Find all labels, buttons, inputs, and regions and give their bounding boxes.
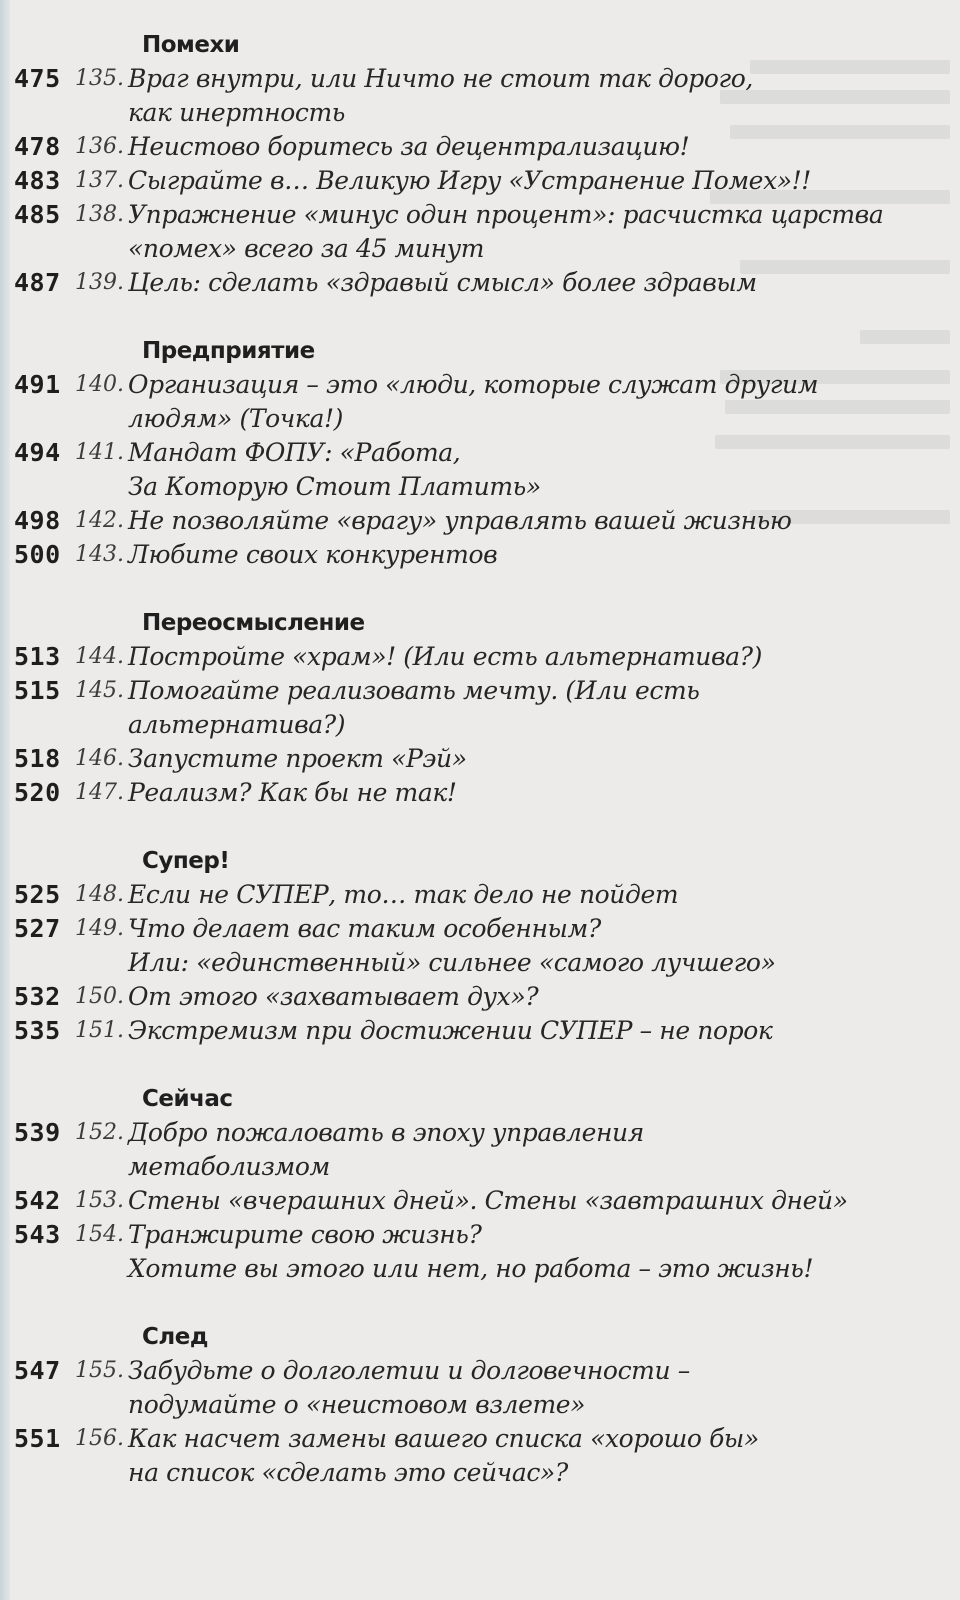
chapter-number: 146. bbox=[75, 746, 124, 771]
page-number: 515 bbox=[14, 676, 61, 705]
chapter-title bbox=[128, 742, 914, 776]
page-number: 498 bbox=[14, 506, 61, 535]
page-number: 525 bbox=[14, 880, 61, 909]
chapter-title-line: Хотите вы этого или нет, но работа – это жизнь! bbox=[128, 1254, 814, 1283]
chapter-title-line: Как насчет замены вашего списка «хорошо бы» bbox=[128, 1424, 759, 1453]
toc-entry bbox=[14, 368, 914, 436]
chapter-number: 140. bbox=[75, 372, 124, 397]
toc-entry bbox=[14, 62, 914, 130]
page-number: 478 bbox=[14, 132, 61, 161]
chapter-title bbox=[128, 1354, 914, 1422]
chapter-number: 155. bbox=[75, 1358, 124, 1383]
page-number: 485 bbox=[14, 200, 61, 229]
chapter-title-line: Помогайте реализовать мечту. (Или есть bbox=[128, 676, 700, 705]
chapter-title-line: Запустите проект «Рэй» bbox=[128, 744, 467, 773]
chapter-title bbox=[128, 878, 914, 912]
chapter-number: 139. bbox=[75, 270, 124, 295]
chapter-number: 136. bbox=[75, 134, 124, 159]
section-title: Предприятие bbox=[142, 338, 315, 364]
toc-section bbox=[14, 334, 914, 572]
chapter-number: 147. bbox=[75, 780, 124, 805]
chapter-title-line: подумайте о «неистовом взлете» bbox=[128, 1390, 586, 1419]
toc-entry bbox=[14, 1354, 914, 1422]
chapter-title-line: Неистово боритесь за децентрализацию! bbox=[128, 132, 690, 161]
chapter-title bbox=[128, 912, 914, 980]
toc-entry bbox=[14, 980, 914, 1014]
toc-entry bbox=[14, 878, 914, 912]
toc-entry bbox=[14, 198, 914, 266]
toc-entry bbox=[14, 1218, 914, 1286]
chapter-number: 148. bbox=[75, 882, 124, 907]
page-number: 547 bbox=[14, 1356, 61, 1385]
chapter-title-line: Враг внутри, или Ничто не стоит так дорого, bbox=[128, 64, 753, 93]
chapter-title bbox=[128, 1218, 914, 1286]
page-number: 500 bbox=[14, 540, 61, 569]
toc-entry bbox=[14, 130, 914, 164]
page-number: 539 bbox=[14, 1118, 61, 1147]
toc-entry bbox=[14, 538, 914, 572]
chapter-title bbox=[128, 640, 914, 674]
page-number: 483 bbox=[14, 166, 61, 195]
chapter-title-line: людям» (Точка!) bbox=[128, 404, 343, 433]
page-edge bbox=[0, 0, 10, 1600]
chapter-title bbox=[128, 538, 914, 572]
toc-section bbox=[14, 1082, 914, 1286]
page-number: 475 bbox=[14, 64, 61, 93]
chapter-title bbox=[128, 266, 914, 300]
section-title: Переосмысление bbox=[142, 610, 365, 636]
page-number: 542 bbox=[14, 1186, 61, 1215]
section-title: Помехи bbox=[142, 32, 240, 58]
page-number: 520 bbox=[14, 778, 61, 807]
chapter-title-line: Цель: сделать «здравый смысл» более здравым bbox=[128, 268, 757, 297]
page-number: 518 bbox=[14, 744, 61, 773]
toc-entry bbox=[14, 1014, 914, 1048]
chapter-number: 142. bbox=[75, 508, 124, 533]
chapter-number: 150. bbox=[75, 984, 124, 1009]
chapter-title bbox=[128, 130, 914, 164]
chapter-number: 149. bbox=[75, 916, 124, 941]
chapter-title bbox=[128, 1116, 914, 1184]
toc-section bbox=[14, 606, 914, 810]
chapter-number: 144. bbox=[75, 644, 124, 669]
page-number: 535 bbox=[14, 1016, 61, 1045]
page-number: 527 bbox=[14, 914, 61, 943]
chapter-title bbox=[128, 1184, 914, 1218]
toc-entry bbox=[14, 776, 914, 810]
chapter-title-line: Не позволяйте «врагу» управлять вашей жизнью bbox=[128, 506, 792, 535]
chapter-number: 141. bbox=[75, 440, 124, 465]
chapter-number: 153. bbox=[75, 1188, 124, 1213]
chapter-number: 156. bbox=[75, 1426, 124, 1451]
chapter-number: 154. bbox=[75, 1222, 124, 1247]
chapter-title-line: Транжирите свою жизнь? bbox=[128, 1220, 482, 1249]
chapter-title-line: Забудьте о долголетии и долговечности – bbox=[128, 1356, 690, 1385]
section-title: Супер! bbox=[142, 848, 230, 874]
chapter-title-line: Организация – это «люди, которые служат другим bbox=[128, 370, 819, 399]
chapter-title bbox=[128, 674, 914, 742]
chapter-title-line: Или: «единственный» сильнее «самого лучшего» bbox=[128, 948, 776, 977]
chapter-title-line: на список «сделать это сейчас»? bbox=[128, 1458, 568, 1487]
toc-entry bbox=[14, 1116, 914, 1184]
chapter-title-line: Сыграйте в… Великую Игру «Устранение Помех»!! bbox=[128, 166, 811, 195]
chapter-title-line: метаболизмом bbox=[128, 1152, 330, 1181]
toc-entry bbox=[14, 742, 914, 776]
chapter-number: 145. bbox=[75, 678, 124, 703]
toc-entry bbox=[14, 674, 914, 742]
section-title: Сейчас bbox=[142, 1086, 233, 1112]
toc-section bbox=[14, 1320, 914, 1490]
chapter-title-line: «помех» всего за 45 минут bbox=[128, 234, 485, 263]
chapter-title bbox=[128, 1422, 914, 1490]
chapter-number: 151. bbox=[75, 1018, 124, 1043]
chapter-title bbox=[128, 1014, 914, 1048]
chapter-title-line: От этого «захватывает дух»? bbox=[128, 982, 539, 1011]
chapter-title-line: Любите своих конкурентов bbox=[128, 540, 498, 569]
chapter-title bbox=[128, 776, 914, 810]
page-number: 551 bbox=[14, 1424, 61, 1453]
chapter-title bbox=[128, 504, 914, 538]
chapter-title-line: За Которую Стоит Платить» bbox=[128, 472, 541, 501]
chapter-title-line: Экстремизм при достижении СУПЕР – не порок bbox=[128, 1016, 773, 1045]
chapter-title bbox=[128, 164, 914, 198]
chapter-title-line: Что делает вас таким особенным? bbox=[128, 914, 601, 943]
chapter-title bbox=[128, 368, 914, 436]
chapter-title-line: как инертность bbox=[128, 98, 346, 127]
page-number: 513 bbox=[14, 642, 61, 671]
chapter-title-line: Постройте «храм»! (Или есть альтернатива?) bbox=[128, 642, 762, 671]
toc-entry bbox=[14, 504, 914, 538]
toc-section bbox=[14, 844, 914, 1048]
chapter-title bbox=[128, 436, 914, 504]
chapter-number: 143. bbox=[75, 542, 124, 567]
toc-entry bbox=[14, 640, 914, 674]
chapter-title bbox=[128, 980, 914, 1014]
chapter-number: 137. bbox=[75, 168, 124, 193]
toc-entry bbox=[14, 164, 914, 198]
page-number: 491 bbox=[14, 370, 61, 399]
toc-entry bbox=[14, 1422, 914, 1490]
section-title: След bbox=[142, 1324, 208, 1350]
page-number: 487 bbox=[14, 268, 61, 297]
chapter-title bbox=[128, 62, 914, 130]
chapter-title-line: Если не СУПЕР, то… так дело не пойдет bbox=[128, 880, 679, 909]
chapter-number: 138. bbox=[75, 202, 124, 227]
page-number: 532 bbox=[14, 982, 61, 1011]
page-number: 494 bbox=[14, 438, 61, 467]
chapter-title-line: Стены «вчерашних дней». Стены «завтрашних дней» bbox=[128, 1186, 848, 1215]
toc-entry bbox=[14, 912, 914, 980]
chapter-number: 135. bbox=[75, 66, 124, 91]
chapter-title-line: альтернатива?) bbox=[128, 710, 346, 739]
toc-entry bbox=[14, 1184, 914, 1218]
page-number: 543 bbox=[14, 1220, 61, 1249]
toc-section bbox=[14, 28, 914, 300]
chapter-title-line: Мандат ФОПУ: «Работа, bbox=[128, 438, 461, 467]
chapter-title-line: Добро пожаловать в эпоху управления bbox=[128, 1118, 644, 1147]
chapter-title-line: Реализм? Как бы не так! bbox=[128, 778, 457, 807]
chapter-title bbox=[128, 198, 914, 266]
toc-entry bbox=[14, 436, 914, 504]
chapter-number: 152. bbox=[75, 1120, 124, 1145]
table-of-contents bbox=[14, 28, 914, 1524]
toc-entry bbox=[14, 266, 914, 300]
chapter-title-line: Упражнение «минус один процент»: расчистка царства bbox=[128, 200, 884, 229]
